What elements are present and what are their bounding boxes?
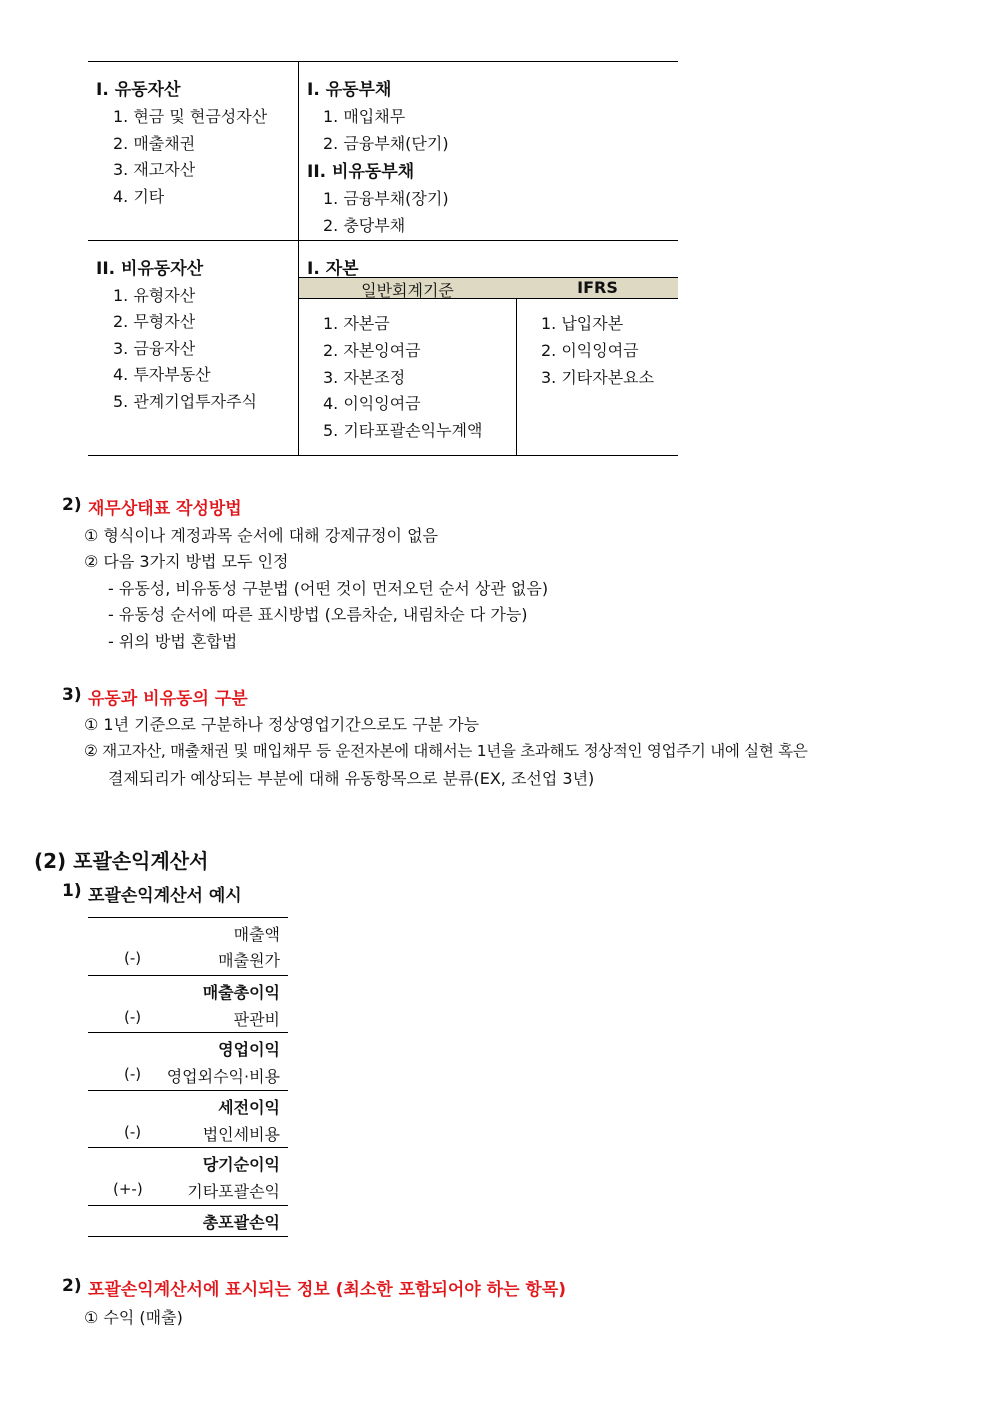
equity-ifrs-item: 2. 이익잉여금 xyxy=(541,341,639,360)
is-row-label: 총포괄손익 xyxy=(202,1213,280,1232)
equity-ifrs-header: IFRS xyxy=(577,278,618,297)
section-line: ① 1년 기준으로 구분하나 정상영업기간으로도 구분 가능 xyxy=(84,715,480,734)
equity-general-item: 5. 기타포괄손익누계액 xyxy=(323,421,483,440)
equity-vertical-divider xyxy=(516,277,517,456)
noncurrent-assets-title: II. 비유동자산 xyxy=(96,259,204,279)
equity-title: I. 자본 xyxy=(307,259,359,279)
is-row-label: 매출원가 xyxy=(218,951,280,970)
is-row-label: 매출총이익 xyxy=(202,983,280,1002)
current-assets-item: 1. 현금 및 현금성자산 xyxy=(113,107,268,126)
section-line: ① 수익 (매출) xyxy=(84,1308,183,1327)
income-statement-heading: (2) 포괄손익계산서 xyxy=(34,849,209,873)
is-row-sign: (+-) xyxy=(113,1180,143,1198)
current-assets-item: 2. 매출채권 xyxy=(113,134,196,153)
is-row-label: 기타포괄손익 xyxy=(187,1182,280,1201)
section-line: - 유동성, 비유동성 구분법 (어떤 것이 먼저오던 순서 상관 없음) xyxy=(108,579,549,598)
is-row-sign: (-) xyxy=(124,1008,142,1026)
equity-general-item: 3. 자본조정 xyxy=(323,368,406,387)
current-assets-title: I. 유동자산 xyxy=(96,80,181,100)
income-statement-subtitle: 포괄손익계산서 예시 xyxy=(88,886,242,906)
is-row-label: 법인세비용 xyxy=(202,1125,280,1144)
is-row-label: 당기순이익 xyxy=(202,1155,280,1174)
noncurrent-assets-item: 5. 관계기업투자주식 xyxy=(113,392,257,411)
section-line: 결제되리가 예상되는 부분에 대해 유동항목으로 분류(EX, 조선업 3년) xyxy=(108,769,595,788)
equity-general-item: 2. 자본잉여금 xyxy=(323,341,421,360)
is-row-label: 영업외수익·비용 xyxy=(166,1067,280,1086)
is-separator xyxy=(88,1205,288,1206)
is-row-label: 매출액 xyxy=(233,925,280,944)
is-row-label: 세전이익 xyxy=(218,1098,280,1117)
equity-ifrs-item: 1. 납입자본 xyxy=(541,314,624,333)
section-title: 포괄손익계산서에 표시되는 정보 (최소한 포함되어야 하는 항목) xyxy=(88,1280,567,1300)
table-middle-border xyxy=(88,240,678,241)
section-title: 재무상태표 작성방법 xyxy=(88,499,242,519)
equity-general-item: 4. 이익잉여금 xyxy=(323,394,421,413)
section-line: ② 재고자산, 매출채권 및 매입채무 등 운전자본에 대해서는 1년을 초과해도 정상적인 영업주기 내에 실현 혹은 xyxy=(84,742,808,760)
is-separator xyxy=(88,1090,288,1091)
noncurrent-assets-item: 3. 금융자산 xyxy=(113,339,196,358)
current-assets-item: 3. 재고자산 xyxy=(113,160,196,179)
noncurrent-assets-item: 4. 투자부동산 xyxy=(113,365,211,384)
table-top-border xyxy=(88,61,678,62)
noncurrent-assets-item: 2. 무형자산 xyxy=(113,312,196,331)
is-separator xyxy=(88,975,288,976)
noncurrent-liabilities-item: 1. 금융부채(장기) xyxy=(323,189,449,208)
section-number: 2) xyxy=(62,495,82,515)
is-separator xyxy=(88,1032,288,1033)
table-vertical-divider xyxy=(298,61,299,456)
is-separator xyxy=(88,917,288,918)
section-line: - 유동성 순서에 따른 표시방법 (오름차순, 내림차순 다 가능) xyxy=(108,605,528,624)
section-line: - 위의 방법 혼합법 xyxy=(108,632,238,651)
table-bottom-border xyxy=(88,455,678,456)
section-title: 유동과 비유동의 구분 xyxy=(88,689,248,709)
current-liabilities-title: I. 유동부채 xyxy=(307,80,392,100)
noncurrent-assets-item: 1. 유형자산 xyxy=(113,286,196,305)
is-separator xyxy=(88,1236,288,1237)
is-row-sign: (-) xyxy=(124,949,142,967)
current-liabilities-item: 2. 금융부채(단기) xyxy=(323,134,449,153)
is-row-sign: (-) xyxy=(124,1065,142,1083)
is-separator xyxy=(88,1147,288,1148)
section-line: ② 다음 3가지 방법 모두 인정 xyxy=(84,552,289,571)
equity-general-item: 1. 자본금 xyxy=(323,314,390,333)
section-number: 2) xyxy=(62,1276,82,1296)
is-row-label: 영업이익 xyxy=(218,1040,280,1059)
noncurrent-liabilities-title: II. 비유동부채 xyxy=(307,162,415,182)
is-row-sign: (-) xyxy=(124,1123,142,1141)
section-line: ① 형식이나 계정과목 순서에 대해 강제규정이 없음 xyxy=(84,526,438,545)
current-assets-item: 4. 기타 xyxy=(113,187,165,206)
noncurrent-liabilities-item: 2. 충당부채 xyxy=(323,216,406,235)
equity-general-header: 일반회계기준 xyxy=(361,281,454,300)
income-statement-subnumber: 1) xyxy=(62,881,82,901)
section-number: 3) xyxy=(62,685,82,705)
is-row-label: 판관비 xyxy=(233,1010,280,1029)
equity-ifrs-item: 3. 기타자본요소 xyxy=(541,368,655,387)
current-liabilities-item: 1. 매입채무 xyxy=(323,107,406,126)
